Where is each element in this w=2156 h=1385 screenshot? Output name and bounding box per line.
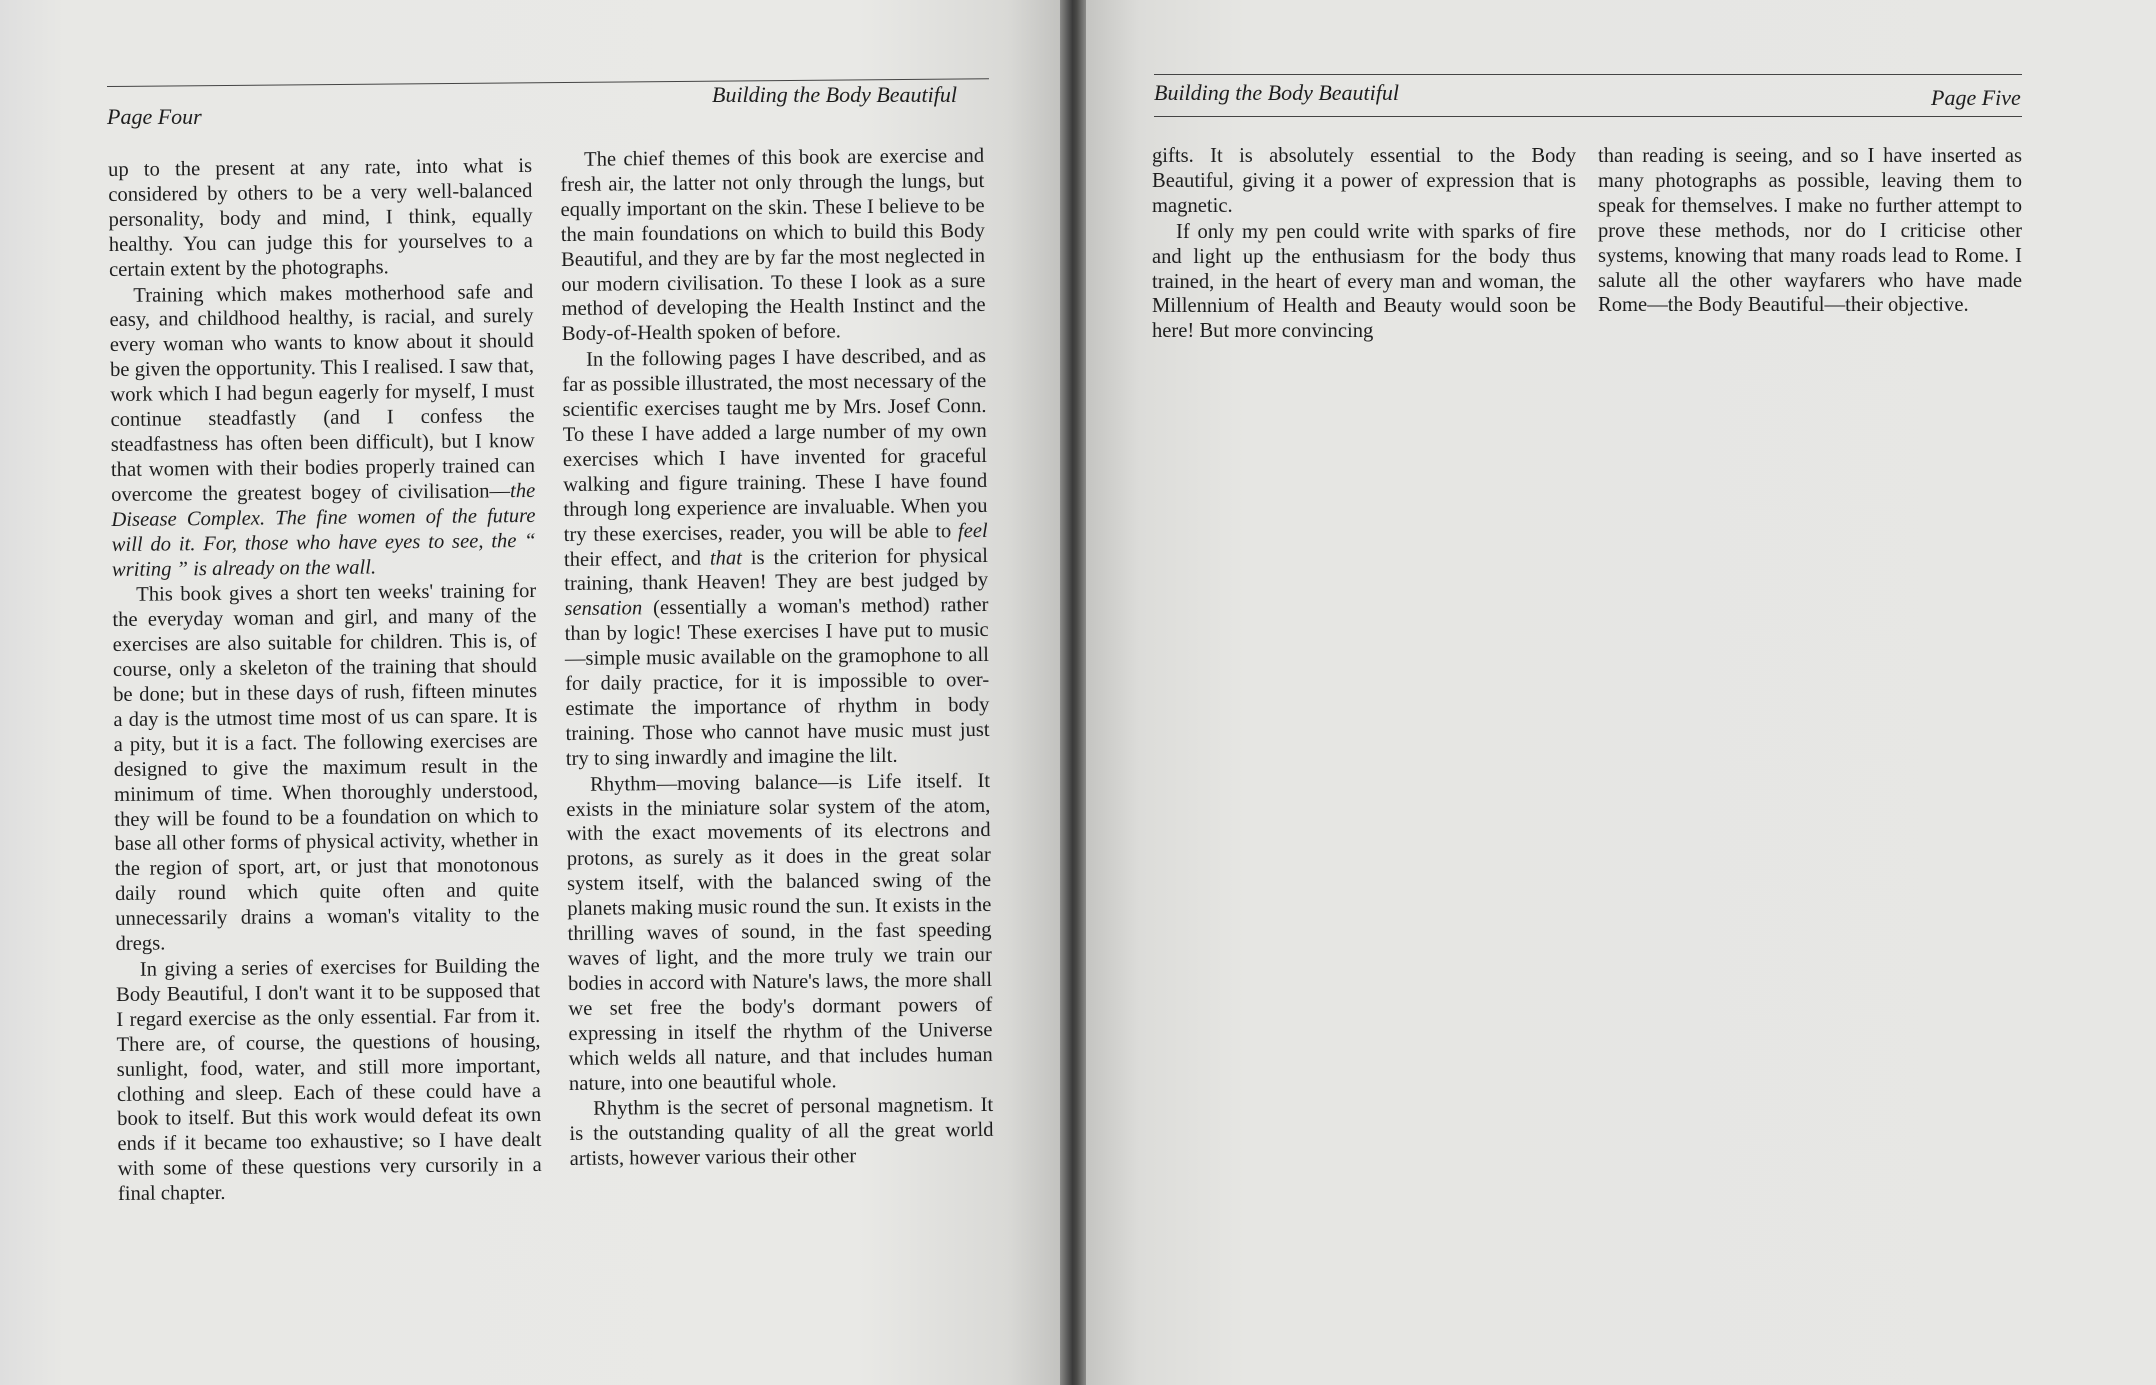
italic-passage: the Disease Complex. The fine women of the future will do it. For, those who have eyes to see, the “ writing ” is already on the wall. [111,479,536,581]
paragraph [562,344,990,771]
paragraph: than reading is seeing, and so I have inserted as many photographs as possible, leaving them to speak for themselves. I make no further attempt to prove these methods, nor do I criticise other systems, knowing that many roads lead to Rome. I salute all the other wayfarers who have made Rome—the Body Beautiful—their objective. [1598,145,2022,317]
italic-word: that [709,546,743,570]
left-page [0,0,1072,1385]
running-head: Building the Body Beautiful [712,82,958,107]
paragraph-text: is the criterion for physical training, thank Heaven! They are best judged by [564,544,989,596]
italic-word: sensation [564,597,643,621]
right-column-2 [1598,144,2022,318]
paragraph: up to the present at any rate, into what is considered by others to be a very well-balanced personality, body and mind, I think, equally healthy. You can judge this for yourselves to a certain extent by the photographs. [108,154,533,281]
paragraph [109,279,536,582]
left-column-2 [560,144,994,1172]
header-rule [1154,74,2022,75]
paragraph: The chief themes of this book are exercise and fresh air, the latter not only through the lungs, but equally important on the skin. These I believe to be the main foundations on which to build this Body Beautiful, and they are by far the most neglected in our modern civilisation. To these I look as a sure method of developing the Health Instinct and the Body-of-Health spoken of before. [560,144,986,346]
paragraph: If only my pen could write with sparks of fire and light up the enthusiasm for the body thus trained, in the heart of every man and woman, the Millennium of Health and Beauty would soon be here! But more convincing [1152,220,1576,343]
folio: Page Four [107,104,202,129]
paragraph: In giving a series of exercises for Building the Body Beautiful, I don't want it to be supposed that I regard exercise as the only essential. Far from it. There are, of course, the questions of housing, sunlight, food, water, and still more important, clothing and sleep. Each of these could have a book to itself. But this work would defeat its own ends if it became too exhaustive; so I have dealt with some of these questions very cursorily in a final chapter. [115,954,542,1206]
italic-word: feel [957,519,988,542]
paragraph: Rhythm is the secret of personal magnetism. It is the outstanding quality of all the great world artists, however various their other [569,1094,994,1171]
paragraph-text: their effect, and [563,547,710,571]
paragraph: This book gives a short ten weeks' training for the everyday woman and girl, and many of the exercises are also suitable for children. This is, of course, only a skeleton of the training that should be done; but in these days of rush, fifteen minutes a day is the utmost time most of us can spare. It is a pity, but it is a fact. The following exercises are designed to give the maximum result in the minimum of time. When thoroughly understood, they will be found to be a foundation on which to base all other forms of physical activity, whether in the region of sport, art, or just that monotonous daily round which quite often and quite unnecessarily drains a woman's vitality to the dregs. [112,580,540,956]
right-column-1 [1152,144,1576,344]
paragraph-text: In the following pages I have described, and as far as possible illustrated, the most necessary of the scientific exercises taught me by Mrs. Josef Conn. To these I have added a large number of my own exercises which I have invented for graceful walking and figure training. These I have found through long experience are invaluable. When you try these exercises, reader, you will be able to [562,345,988,546]
folio: Page Five [1931,85,2021,110]
paragraph: Rhythm—moving balance—is Life itself. It exists in the miniature solar system of the atom, with the exact movements of its electrons and protons, as surely as it does in the great solar system itself, with the balanced swing of the planets making music round the sun. It exists in the thrilling waves of sound, in the fast speeding waves of light, and the more truly we train our bodies in accord with Nature's laws, the more shall we set free the body's dormant powers of expressing in itself the rhythm of the Universe which welds all nature, and that includes human nature, into one beautiful whole. [566,769,993,1095]
book-gutter [1060,0,1088,1385]
paragraph: gifts. It is absolutely essential to the Body Beautiful, giving it a power of expression that is magnetic. [1152,145,1576,217]
paragraph-text: Training which makes motherhood safe and easy, and childhood healthy, is racial, and surely every woman who wants to know about it should be given the opportunity. This I realised. I saw that, work which I had begun eagerly for myself, I must continue steadfastly (and I confess the steadfastness has often been difficult), but I know that women with their bodies properly trained can overcome the greatest bogey of civilisation— [109,280,536,506]
paragraph-text: (essentially a woman's method) rather than by logic! These exercises I have put to music—simple music available on the gramophone to all for daily practice, for it is impossible to over-estimate the importance of rhythm in body training. Those who cannot have music must just try to sing inwardly and imagine the lilt. [564,594,990,770]
header-rule-bottom [1154,116,2022,117]
left-column-1 [108,154,542,1207]
right-page [1086,0,2156,1385]
running-head: Building the Body Beautiful [1154,80,1400,105]
